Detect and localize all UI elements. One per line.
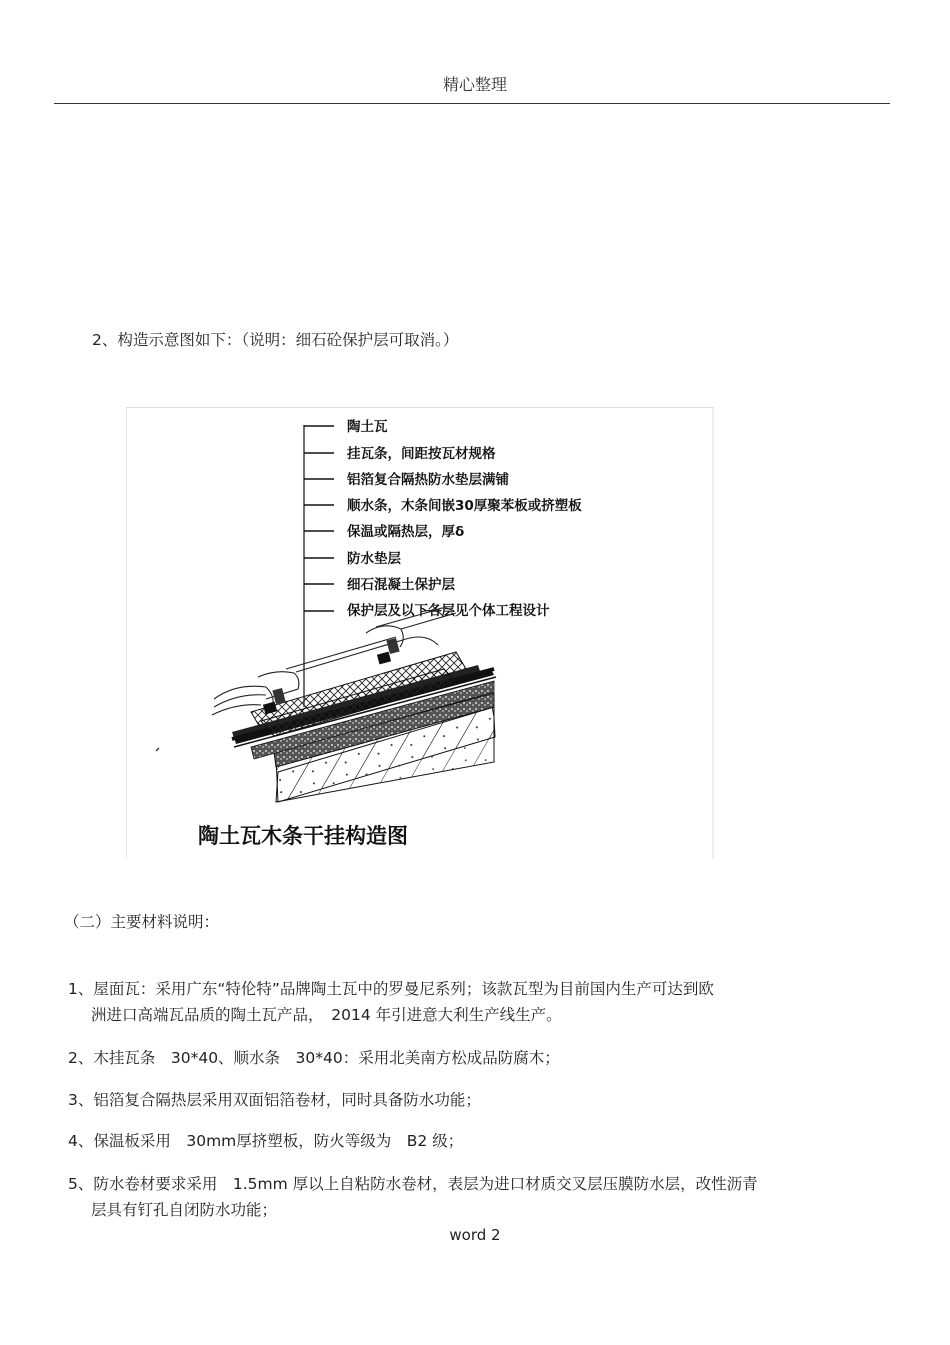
- layer-label-6: 防水垫层: [347, 551, 401, 567]
- section-intro: 2、构造示意图如下：（说明：细石砼保护层可取消。）: [92, 331, 459, 349]
- diagram-caption: 陶土瓦木条干挂构造图: [198, 824, 408, 848]
- roof-construction-diagram: [126, 407, 714, 859]
- roof-section: [156, 608, 526, 802]
- layer-label-1: 陶土瓦: [347, 419, 388, 435]
- layer-label-8: 保护层及以下各层见个体工程设计: [347, 603, 550, 619]
- page-footer: word 2: [449, 1226, 501, 1244]
- layer-label-3: 铝箔复合隔热防水垫层满铺: [347, 472, 509, 488]
- material-item-2: 2、木挂瓦条 30*40、顺水条 30*40：采用北美南方松成品防腐木；: [68, 1049, 560, 1067]
- diagram-svg: [126, 407, 714, 859]
- material-item-5-line1: 5、防水卷材要求采用 1.5mm 厚以上自粘防水卷材，表层为进口材质交叉层压膜防水层，改性沥青: [68, 1175, 758, 1193]
- header-divider: [54, 103, 890, 104]
- layer-label-7: 细石混凝土保护层: [347, 577, 455, 593]
- page-header-title: 精心整理: [442, 75, 507, 94]
- material-item-4: 4、保温板采用 30mm厚挤塑板，防火等级为 B2 级；: [68, 1132, 464, 1150]
- material-item-5-line2: 层具有钉孔自闭防水功能；: [91, 1201, 278, 1219]
- material-item-1-line1: 1、屋面瓦：采用广东“特伦特”品牌陶土瓦中的罗曼尼系列；该款瓦型为目前国内生产可达到欧: [68, 980, 714, 998]
- material-item-3: 3、铝箔复合隔热层采用双面铝箔卷材，同时具备防水功能；: [68, 1091, 481, 1109]
- material-item-1-line2: 洲进口高端瓦品质的陶土瓦产品， 2014 年引进意大利生产线生产。: [91, 1006, 562, 1024]
- materials-heading: （二）主要材料说明：: [64, 913, 220, 931]
- layer-label-2: 挂瓦条，间距按瓦材规格: [347, 446, 496, 462]
- layer-label-5: 保温或隔热层，厚δ: [347, 524, 465, 540]
- layer-label-4: 顺水条，木条间嵌30厚聚苯板或挤塑板: [347, 498, 582, 514]
